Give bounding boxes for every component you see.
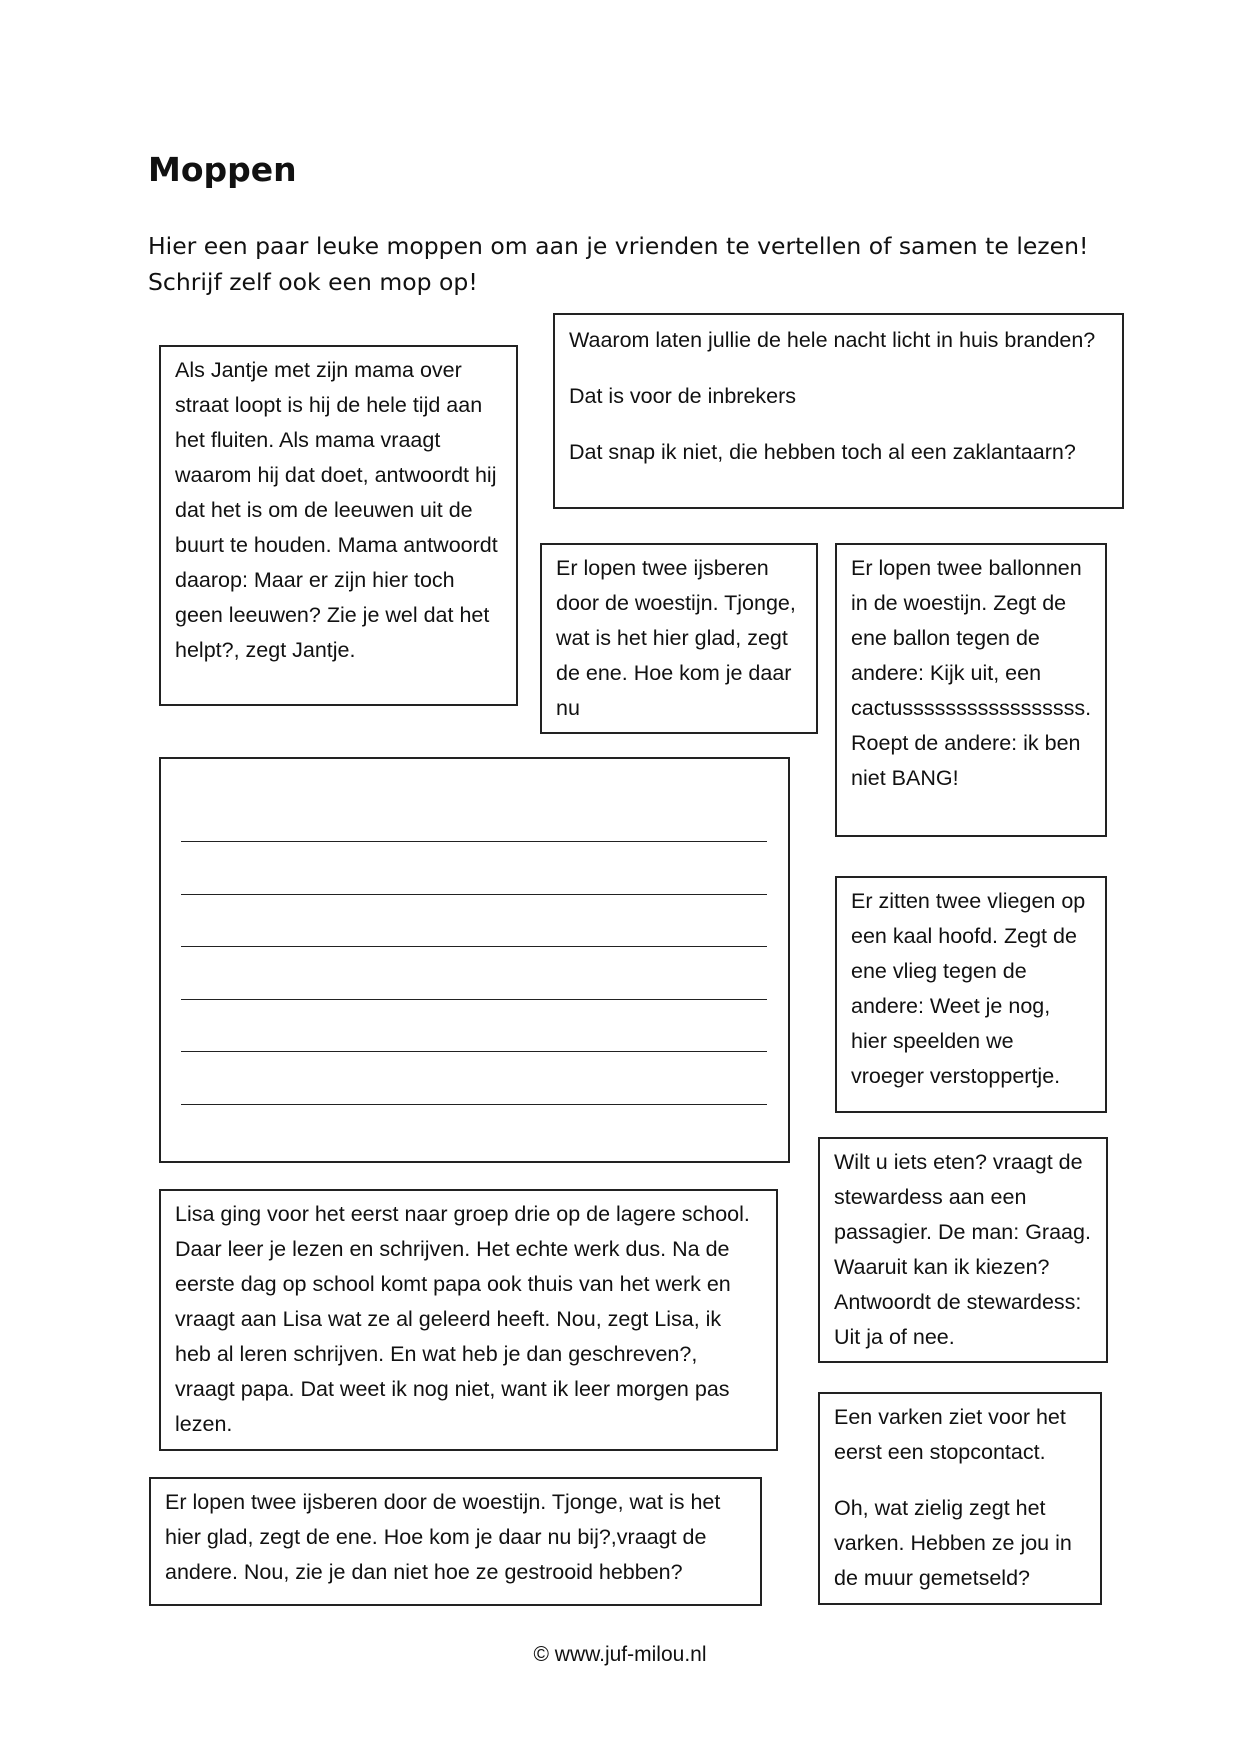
intro-line-2: Schrijf zelf ook een mop op! [148, 268, 478, 296]
writing-line-5[interactable] [181, 1051, 767, 1052]
copyright-footer: © www.juf-milou.nl [533, 1643, 707, 1666]
write-your-own-joke-box[interactable] [159, 757, 790, 1163]
writing-line-3[interactable] [181, 946, 767, 947]
joke-box-ballonnen [835, 543, 1107, 837]
joke-text-ballonnen: Er lopen twee ballonnen in de woestijn. Zegt de ene ballon tegen de andere: Kijk uit, een cactusssssssssssssssss. Roept de andere: ik ben niet BANG! [851, 556, 1092, 790]
page-title: Moppen [148, 150, 297, 189]
joke-text-stewardess: Wilt u iets eten? vraagt de stewardess aan een passagier. De man: Graag. Waaruit kan ik kiezen? Antwoordt de stewardess: Uit ja of nee. [834, 1150, 1091, 1349]
joke-text-lisa: Lisa ging voor het eerst naar groep drie op de lagere school. Daar leer je lezen en schrijven. Het echte werk dus. Na de eerste dag op school komt papa ook thuis van het werk en vraagt aan Lisa wat ze al geleerd heeft. Nou, zegt Lisa, ik heb al leren schrijven. En wat heb je dan geschreven?, vraagt papa. Dat weet ik nog niet, want ik leer morgen pas lezen. [175, 1202, 750, 1436]
writing-line-1[interactable] [181, 841, 767, 842]
writing-line-4[interactable] [181, 999, 767, 1000]
writing-line-6[interactable] [181, 1104, 767, 1105]
joke-varken-punchline: Oh, wat zielig zegt het varken. Hebben ze jou in de muur gemetseld? [834, 1496, 1072, 1590]
joke-box-vliegen [835, 876, 1107, 1113]
joke-licht-question: Waarom laten jullie de hele nacht licht in huis branden? [569, 328, 1096, 352]
writing-line-2[interactable] [181, 894, 767, 895]
joke-box-ijsberen-short [540, 543, 818, 734]
joke-text-vliegen: Er zitten twee vliegen op een kaal hoofd. Zegt de ene vlieg tegen de andere: Weet je nog, hier speelden we vroeger verstoppertje. [851, 889, 1086, 1088]
joke-text-ijsberen-short: Er lopen twee ijsberen door de woestijn. Tjonge, wat is het hier glad, zegt de ene. Hoe kom je daar nu [556, 556, 796, 720]
joke-licht-answer: Dat is voor de inbrekers [569, 384, 797, 408]
joke-box-lisa [159, 1189, 778, 1451]
joke-box-licht [553, 313, 1124, 509]
joke-box-ijsberen-long [149, 1477, 762, 1606]
joke-text-ijsberen-long: Er lopen twee ijsberen door de woestijn. Tjonge, wat is het hier glad, zegt de ene. Hoe kom je daar nu bij?,vraagt de andere. Nou, zie je dan niet hoe ze gestrooid hebben? [165, 1490, 721, 1584]
joke-varken-setup: Een varken ziet voor het eerst een stopcontact. [834, 1405, 1066, 1464]
joke-box-stewardess [818, 1137, 1108, 1363]
joke-licht-punchline: Dat snap ik niet, die hebben toch al een zaklantaarn? [569, 440, 1076, 464]
intro-text [148, 228, 1108, 300]
joke-box-varken [818, 1392, 1102, 1605]
joke-text-jantje: Als Jantje met zijn mama over straat loopt is hij de hele tijd aan het fluiten. Als mama vraagt waarom hij dat doet, antwoordt hij dat het is om de leeuwen uit de buurt te houden. Mama antwoordt daarop: Maar er zijn hier toch geen leeuwen? Zie je wel dat het helpt?, zegt Jantje. [175, 358, 498, 662]
intro-line-1: Hier een paar leuke moppen om aan je vrienden te vertellen of samen te lezen! [148, 232, 1089, 260]
joke-box-jantje [159, 345, 518, 706]
